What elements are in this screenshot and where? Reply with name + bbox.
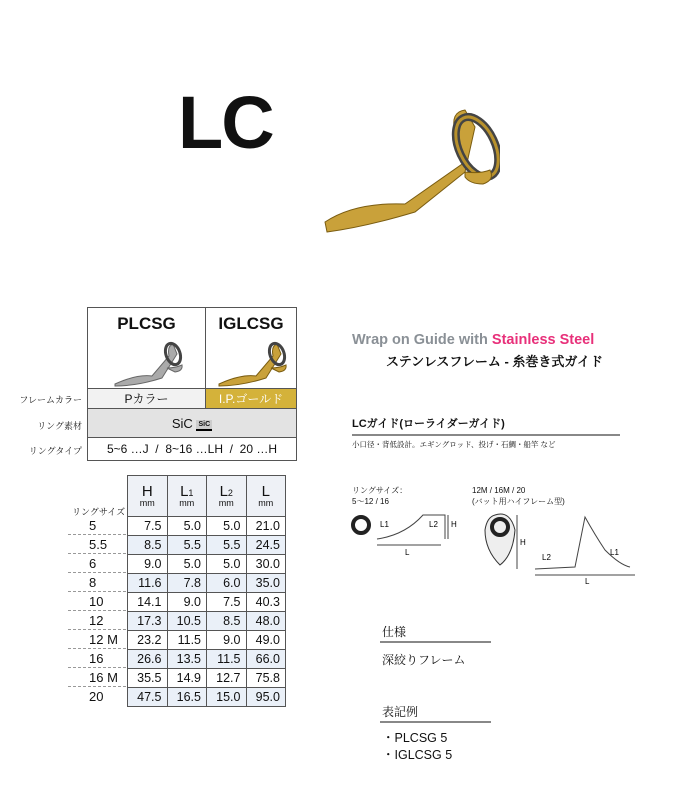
spec-cell: 12.7	[207, 669, 247, 688]
header-unit: mm	[218, 498, 234, 508]
ring-material-label: リング素材	[37, 421, 82, 431]
dim-l2: L2	[429, 520, 438, 529]
spec-cell: 11.5	[167, 631, 207, 650]
spec-cell: 5.5	[167, 536, 207, 555]
tagline-highlight: Stainless Steel	[491, 332, 595, 348]
header-unit: mm	[258, 498, 274, 508]
spec-column-header	[167, 476, 207, 517]
size-label: 16 M	[68, 668, 126, 687]
high-frame-ring-icon	[485, 514, 515, 565]
header-sub: 1	[188, 488, 194, 498]
notation-heading: 表記例	[382, 705, 419, 719]
spec-cell: 40.3	[246, 593, 286, 612]
spec-heading: 仕様	[382, 625, 407, 639]
spec-cell: 14.9	[167, 669, 207, 688]
size-label: 6	[68, 554, 126, 573]
guide-description: 小口径・背低設計。エギングロッド、投げ・石鯛・船竿 など	[352, 440, 556, 449]
size-label: 12 M	[68, 630, 126, 649]
dim-l-2: L	[585, 577, 590, 585]
dim-l1: L1	[380, 520, 389, 529]
size-label: 5.5	[68, 535, 126, 554]
spec-cell: 6.0	[207, 574, 247, 593]
spec-cell: 75.8	[246, 669, 286, 688]
silver-guide-image	[107, 338, 187, 388]
spec-cell: 7.5	[207, 593, 247, 612]
size-label: 8	[68, 573, 126, 592]
diagram-2-caption-line: 12M / 16M / 20	[472, 486, 526, 495]
table-row	[128, 688, 286, 707]
header-name: L	[261, 483, 270, 500]
dim-l2-2: L2	[542, 553, 551, 562]
spec-cell: 11.6	[128, 574, 168, 593]
ring-type: 5~6 …J / 8~16 …LH / 20 …H	[88, 438, 297, 461]
header-unit: mm	[139, 498, 155, 508]
spec-cell: 47.5	[128, 688, 168, 707]
divider	[380, 721, 491, 723]
diagram-1-caption-line: リングサイズ：	[352, 486, 408, 495]
table-row	[128, 669, 286, 688]
frame-color-label: フレームカラー	[19, 395, 82, 405]
header-name: L	[180, 483, 189, 500]
spec-cell: 5.5	[207, 536, 247, 555]
spec-cell: 5.0	[207, 555, 247, 574]
model-ig-name: IGLCSG	[218, 314, 284, 333]
spec-cell: 5.0	[207, 517, 247, 536]
spec-cell: 66.0	[246, 650, 286, 669]
divider	[352, 434, 620, 436]
notation-item: ・PLCSG 5	[382, 731, 448, 745]
spec-column-header	[207, 476, 247, 517]
model-table	[87, 307, 297, 461]
spec-cell: 10.5	[167, 612, 207, 631]
table-row	[128, 517, 286, 536]
spec-cell: 30.0	[246, 555, 286, 574]
diagram-1-caption	[352, 485, 407, 507]
model-p	[88, 308, 206, 389]
spec-cell: 48.0	[246, 612, 286, 631]
page-title: LC	[178, 81, 273, 164]
header-name: H	[141, 483, 153, 500]
dimension-diagrams	[345, 505, 645, 585]
spec-column-header	[246, 476, 286, 517]
size-column	[68, 516, 126, 706]
table-row	[128, 593, 286, 612]
size-label: 20	[89, 689, 104, 704]
sic-badge: SiC	[196, 420, 212, 431]
spec-cell: 11.5	[207, 650, 247, 669]
gold-guide-image	[315, 92, 500, 240]
divider	[380, 641, 491, 643]
table-row	[128, 650, 286, 669]
spec-cell: 7.5	[128, 517, 168, 536]
guide-title: LCガイド(ローライダーガイド)	[352, 418, 505, 430]
spec-cell: 26.6	[128, 650, 168, 669]
ring-icon	[353, 517, 369, 533]
diagram-2-caption	[472, 485, 565, 507]
size-label: 10	[68, 592, 126, 611]
model-ig	[206, 308, 297, 389]
subtitle: ステンレスフレーム - 糸巻き式ガイド	[386, 354, 604, 369]
table-row	[128, 574, 286, 593]
notation-item: ・IGLCSG 5	[382, 748, 453, 762]
gold-guide-small-image	[211, 338, 291, 388]
spec-cell: 15.0	[207, 688, 247, 707]
dim-h: H	[451, 520, 457, 529]
spec-cell: 9.0	[207, 631, 247, 650]
spec-value: 深絞りフレーム	[382, 653, 466, 667]
spec-cell: 16.5	[167, 688, 207, 707]
frame-color-p: Pカラー	[88, 389, 206, 409]
spec-cell: 35.5	[128, 669, 168, 688]
spec-cell: 95.0	[246, 688, 286, 707]
size-label: 5	[68, 516, 126, 535]
size-header: リングサイズ	[72, 507, 126, 517]
spec-cell: 24.5	[246, 536, 286, 555]
spec-cell: 49.0	[246, 631, 286, 650]
spec-cell: 5.0	[167, 517, 207, 536]
spec-cell: 23.2	[128, 631, 168, 650]
ring-material	[88, 409, 297, 438]
spec-cell: 8.5	[128, 536, 168, 555]
ring-type-label: リングタイプ	[28, 446, 82, 456]
table-row	[128, 612, 286, 631]
diagram-1-caption-line: 5〜12 / 16	[352, 497, 389, 506]
spec-cell: 8.5	[207, 612, 247, 631]
size-label: 12	[68, 611, 126, 630]
spec-cell: 9.0	[128, 555, 168, 574]
table-row	[128, 555, 286, 574]
spec-cell: 17.3	[128, 612, 168, 631]
spec-cell: 21.0	[246, 517, 286, 536]
header-name: L	[219, 483, 228, 500]
notation-list	[382, 730, 452, 764]
spec-cell: 14.1	[128, 593, 168, 612]
spec-cell: 9.0	[167, 593, 207, 612]
spec-cell: 7.8	[167, 574, 207, 593]
spec-column-header	[128, 476, 168, 517]
spec-cell: 5.0	[167, 555, 207, 574]
header-sub: 2	[227, 488, 233, 498]
frame-color-ig: I.P.ゴールド	[206, 389, 297, 409]
row-labels	[0, 388, 82, 460]
tagline	[352, 332, 594, 348]
dim-h-2: H	[520, 538, 526, 547]
header-unit: mm	[179, 498, 195, 508]
spec-table	[127, 475, 286, 707]
dim-l1-2: L1	[610, 548, 619, 557]
table-row	[128, 631, 286, 650]
dim-l: L	[405, 548, 410, 557]
spec-cell: 13.5	[167, 650, 207, 669]
model-p-name: PLCSG	[117, 314, 176, 333]
diagram-2-caption-line: (バット用ハイフレーム型)	[472, 497, 565, 506]
size-label: 16	[68, 649, 126, 668]
table-row	[128, 536, 286, 555]
spec-cell: 35.0	[246, 574, 286, 593]
ring-material-value: SiC	[171, 415, 193, 431]
tagline-main: Wrap on Guide with	[352, 332, 492, 348]
